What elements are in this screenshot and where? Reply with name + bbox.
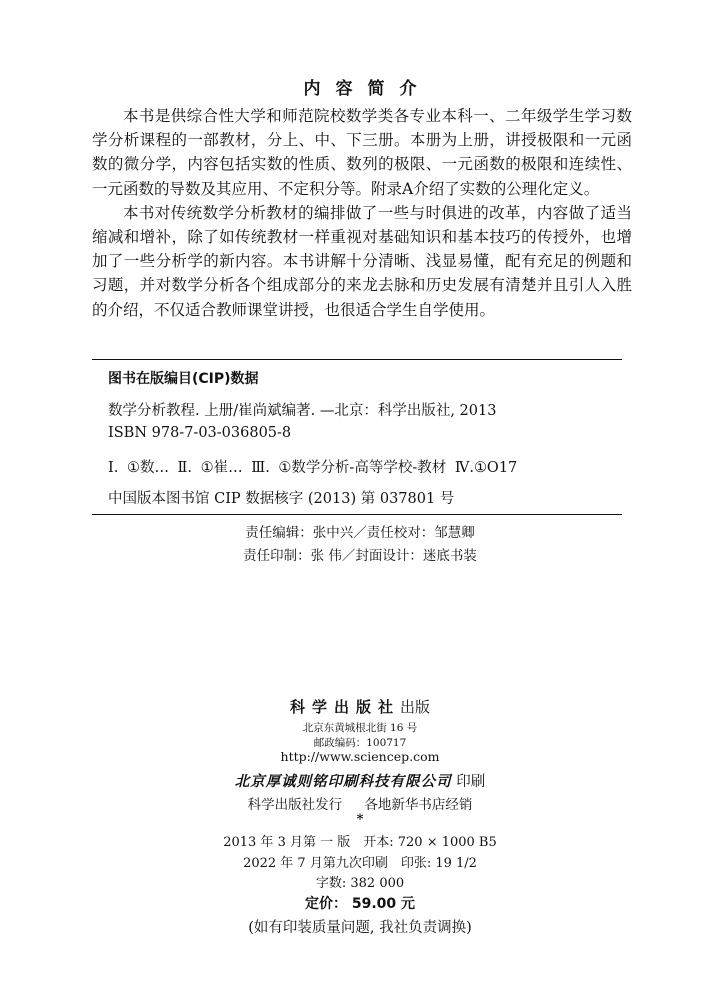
editors-block	[0, 522, 720, 568]
editors-line-1: 责任编辑：张中兴／责任校对：邹慧卿	[245, 525, 475, 541]
cip-classification: Ⅰ. ①数… Ⅱ. ①崔… Ⅲ. ①数学分析-高等学校-教材 Ⅳ.①O17	[108, 460, 518, 476]
printer-line	[0, 770, 720, 791]
publisher-name-suffix: 出版	[400, 698, 431, 716]
separator-star: *	[356, 812, 364, 827]
edition-line-2: 2022 年 7 月第九次印刷 印张: 19 1/2	[243, 856, 477, 871]
intro-paragraph-1: 本书是供综合性大学和师范院校数学类各专业本科一、二年级学生学习数学分析课程的一部教材，分上、中、下三册。本册为上册，讲授极限和一元函数的微分学，内容包括实数的性质、数列的极限、一元函数的极限和连续性、一元函数的导数及其应用、不定积分等。附录A介绍了实数的公理化定义。	[92, 107, 632, 198]
quality-notice: (如有印装质量问题, 我社负责调换)	[248, 920, 472, 936]
cip-isbn: ISBN 978-7-03-036805-8	[108, 425, 292, 441]
printer-name: 北京厚诚则铭印刷科技有限公司	[234, 773, 452, 790]
distribution-line: 科学出版社发行 各地新华书店经销	[247, 797, 473, 813]
cip-bibliographic-line: 数学分析教程. 上册/崔尚斌编著. —北京：科学出版社, 2013	[108, 403, 497, 419]
cip-record-number: 中国版本图书馆 CIP 数据核字 (2013) 第 037801 号	[108, 491, 455, 507]
editors-line-2: 责任印制：张 伟／封面设计：迷底书装	[243, 548, 477, 564]
intro-paragraph-2: 本书对传统数学分析教材的编排做了一些与时俱进的改革，内容做了适当缩减和增补，除了如传统教材一样重视对基础知识和基本技巧的传授外，也增加了一些分析学的新内容。本书讲解十分清晰、浅显易懂，配有充足的例题和习题，并对数学分析各个组成部分的来龙去脉和历史发展有清楚并且引人入胜的介绍，不仅适合教师课堂讲授，也很适合学生自学使用。	[92, 203, 632, 319]
word-count: 字数: 382 000	[315, 876, 405, 891]
printer-suffix: 印刷	[451, 774, 486, 790]
cip-bottom-rule	[92, 514, 622, 515]
cip-heading: 图书在版编目(CIP)数据	[108, 371, 259, 387]
publisher-name-bold: 科学出版社	[289, 698, 400, 716]
publisher-name	[0, 696, 720, 717]
price: 定价： 59.00 元	[304, 896, 416, 912]
intro-title: 内容简介	[303, 79, 432, 99]
cip-top-rule	[92, 359, 622, 360]
publisher-url: http://www.sciencep.com	[280, 749, 440, 764]
intro-body	[92, 104, 632, 322]
publisher-postcode: 邮政编码：100717	[313, 737, 407, 749]
publisher-address: 北京东黄城根北街 16 号	[302, 722, 418, 734]
edition-line-1: 2013 年 3 月第 一 版 开本: 720 × 1000 B5	[223, 835, 497, 850]
